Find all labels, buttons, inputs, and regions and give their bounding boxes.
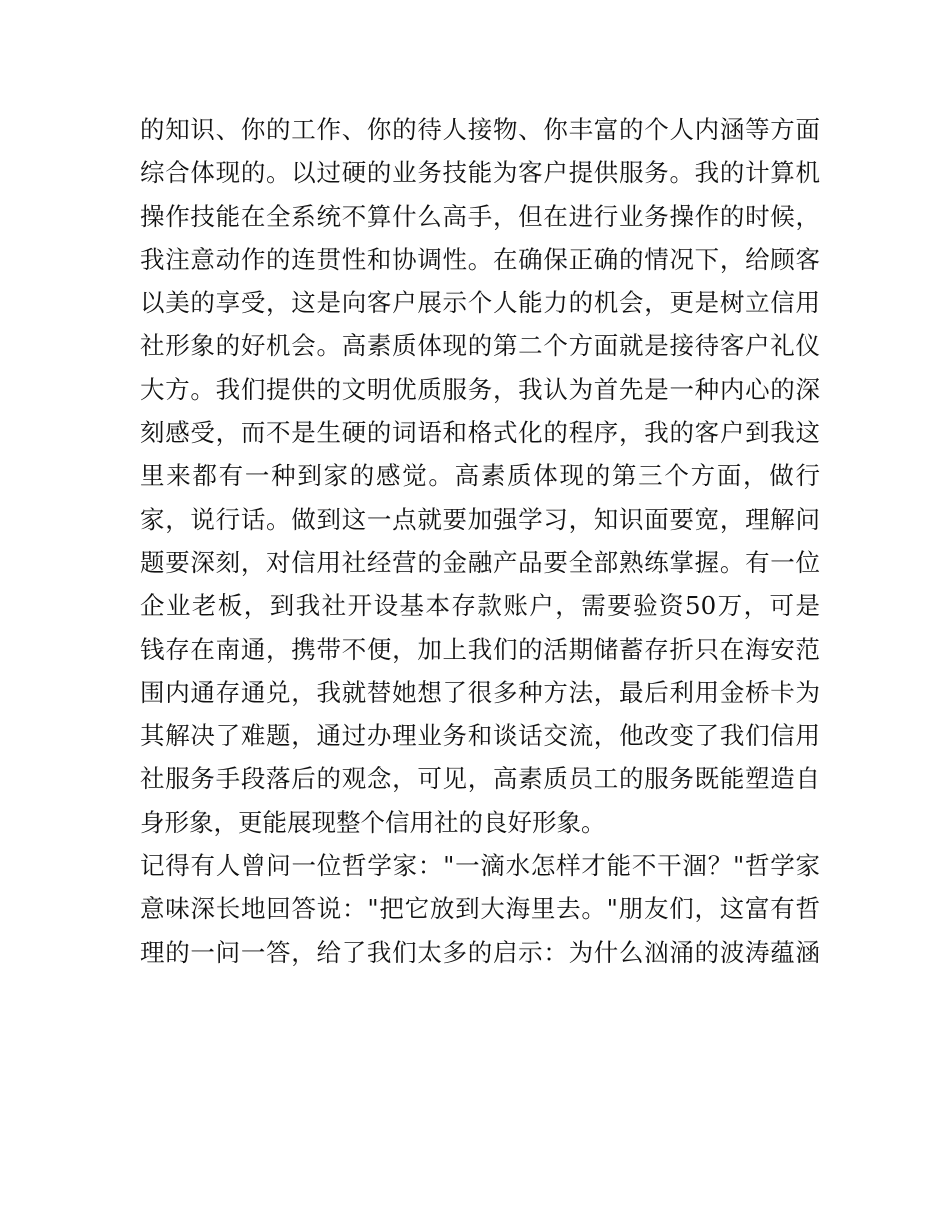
paragraph-1-line-16: 社服务手段落后的观念，可见，高素质员工的服务既能塑造自: [140, 764, 820, 794]
paragraph-1-line-3: 操作技能在全系统不算什么高手，但在进行业务操作的时候，: [140, 201, 820, 231]
paragraph-1-line-12: 企业老板，到我社开设基本存款账户，需要验资50万，可是: [140, 591, 820, 621]
paragraph-1-line-7: 大方。我们提供的文明优质服务，我认为首先是一种内心的深: [140, 374, 820, 404]
paragraph-1-line-17: 身形象，更能展现整个信用社的良好形象。: [140, 807, 606, 837]
paragraph-1-line-13: 钱存在南通，携带不便，加上我们的活期储蓄存折只在海安范: [140, 634, 820, 664]
paragraph-1-line-9: 里来都有一种到家的感觉。高素质体现的第三个方面，做行: [140, 461, 820, 491]
paragraph-2-line-1: 记得有人曾问一位哲学家："一滴水怎样才能不干涸？"哲学家: [140, 851, 820, 881]
paragraph-1-line-5: 以美的享受，这是向客户展示个人能力的机会，更是树立信用: [140, 288, 820, 318]
paragraph-1-line-15: 其解决了难题，通过办理业务和谈话交流，他改变了我们信用: [140, 721, 820, 751]
paragraph-1-line-6: 社形象的好机会。高素质体现的第二个方面就是接待客户礼仪: [140, 331, 820, 361]
paragraph-1-line-10: 家，说行话。做到这一点就要加强学习，知识面要宽，理解问: [140, 504, 820, 534]
paragraph-1-line-1: 的知识、你的工作、你的待人接物、你丰富的个人内涵等方面: [140, 115, 820, 144]
paragraph-1-line-8: 刻感受，而不是生硬的词语和格式化的程序，我的客户到我这: [140, 418, 820, 448]
paragraph-1-line-11: 题要深刻，对信用社经营的金融产品要全部熟练掌握。有一位: [140, 547, 820, 577]
paragraph-2-line-3: 理的一问一答，给了我们太多的启示：为什么汹涌的波涛蕴涵: [140, 937, 820, 967]
paragraph-2-line-2: 意味深长地回答说："把它放到大海里去。"朋友们，这富有哲: [140, 894, 820, 924]
paragraph-1-line-2: 综合体现的。以过硬的业务技能为客户提供服务。我的计算机: [140, 158, 820, 188]
body-text: [140, 108, 820, 974]
paragraph-1-line-4: 我注意动作的连贯性和协调性。在确保正确的情况下，给顾客: [140, 244, 820, 274]
paragraph-1-line-14: 围内通存通兑，我就替她想了很多种方法，最后利用金桥卡为: [140, 677, 820, 707]
